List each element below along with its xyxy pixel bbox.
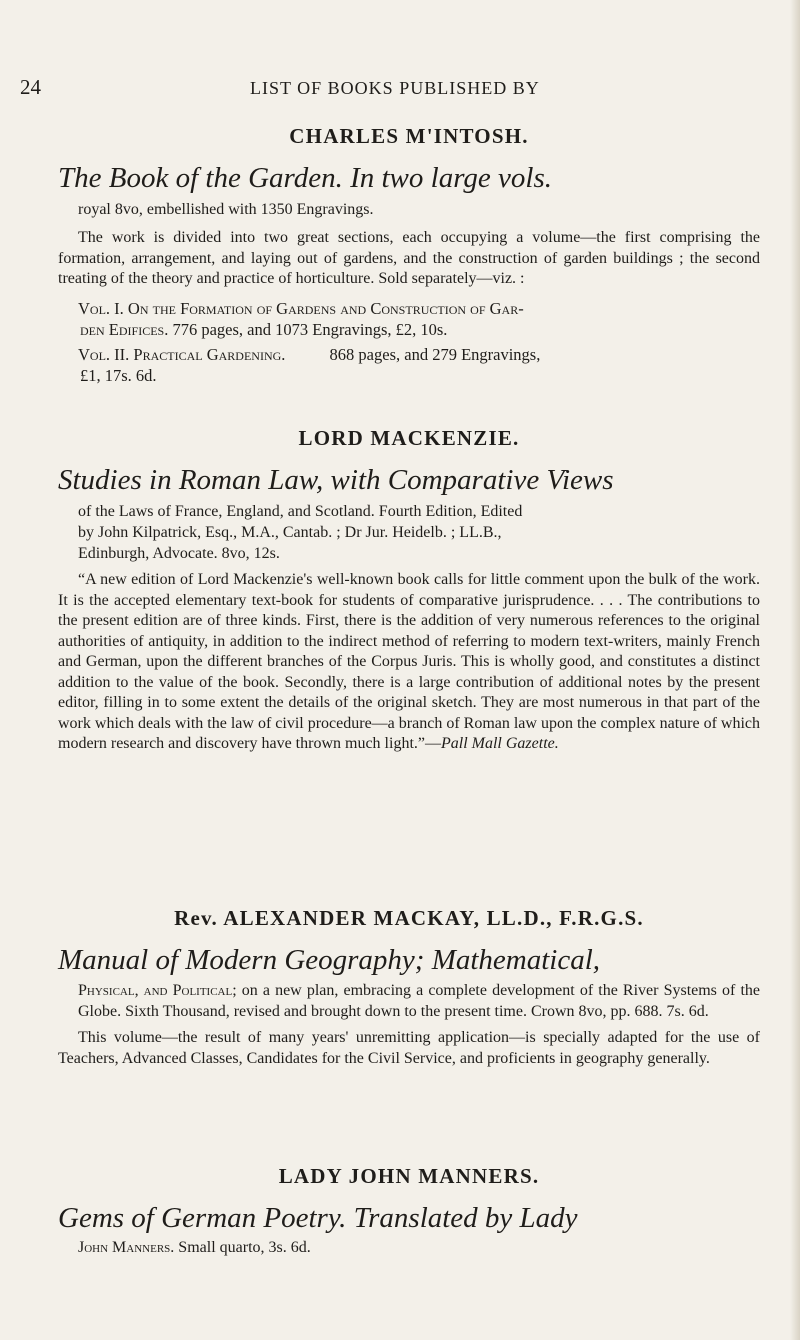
entry-mackay xyxy=(58,906,760,1069)
volume-item-cont xyxy=(58,319,760,340)
book-title: Studies in Roman Law, with Comparative Views xyxy=(58,464,614,496)
entry-mackenzie xyxy=(58,426,760,755)
book-details-lead: Physical, and Political xyxy=(78,982,233,999)
book-subtitle: royal 8vo, embellished with 1350 Engravings. xyxy=(78,201,374,218)
volume-details: 868 pages, and 279 Engravings, xyxy=(329,344,541,364)
volume-item-cont xyxy=(58,365,760,386)
review-source: Pall Mall Gazette. xyxy=(440,735,559,752)
book-title: Gems of German Poetry. Translated by Lady xyxy=(58,1202,578,1234)
volume-details-cont: £1, 17s. 6d. xyxy=(80,365,157,385)
volume-name-cont: den Edifices. xyxy=(80,319,169,339)
book-title: The Book of the Garden. In two large vols. xyxy=(58,162,553,194)
volume-name: On the Formation of Gardens and Construction of Gar- xyxy=(127,298,524,318)
book-details-text: ; on a new plan, embracing a complete development of the River Systems of the Globe. Sixth Thousand, revised and brought down to the present time. Crown 8vo, pp. 688. 7s. 6d. xyxy=(78,982,760,1020)
scan-edge-shadow xyxy=(790,0,800,1340)
book-line: by John Kilpatrick, Esq., M.A., Cantab. ; Dr Jur. Heidelb. ; LL.B., xyxy=(78,524,502,541)
author-heading: Rev. ALEXANDER MACKAY, LL.D., F.R.G.S. xyxy=(174,906,644,930)
book-line: Edinburgh, Advocate. 8vo, 12s. xyxy=(78,545,280,562)
book-details-tail: Small quarto, 3s. 6d. xyxy=(178,1239,311,1256)
book-line: of the Laws of France, England, and Scotland. Fourth Edition, Edited xyxy=(78,503,523,520)
page-number: 24 xyxy=(20,75,41,99)
book-details-lead: John Manners. xyxy=(78,1239,175,1256)
entry-manners xyxy=(58,1164,760,1258)
book-details xyxy=(58,1237,760,1258)
book-description: This volume—the result of many years' unremitting application—is specially adapted for the use of Teachers, Advanced Classes, Candidates for the Civil Service, and proficients in geography generally. xyxy=(58,1029,760,1067)
volume-item xyxy=(58,298,760,319)
volume-item xyxy=(58,344,760,365)
author-heading: LADY JOHN MANNERS. xyxy=(278,1164,540,1188)
review-quote-text: “A new edition of Lord Mackenzie's well-known book calls for little comment upon the bulk of the work. It is the accepted elementary text-book for students of comparative jurisprudence. . . . The contributions to the present edition are of three kinds. First, there is the addition of very numerous references to the original authorities of antiquity, in addition to the indirect method of referring to modern text-writers, mainly French and German, upon the different branches of the Corpus Juris. This is wholly good, and constitutes a distinct addition to the value of the book. Secondly, there is a large contribution of additional notes by the present editor, filling in to some extent the details of the original sketch. They are most numerous in that part of the work which deals with the law of civil procedure—a branch of Roman law upon the complex nature of which modern research and discovery have thrown much light.”— xyxy=(58,571,761,752)
volume-name: Practical Gardening. xyxy=(133,344,286,364)
volume-number: Vol. I. xyxy=(78,298,124,318)
author-heading: LORD MACKENZIE. xyxy=(298,426,520,450)
volume-list xyxy=(58,298,760,386)
author-heading: CHARLES M'INTOSH. xyxy=(289,124,529,148)
running-head: LIST OF BOOKS PUBLISHED BY xyxy=(250,78,540,98)
volume-details: 776 pages, and 1073 Engravings, £2, 10s. xyxy=(172,319,448,339)
entry-mintosh xyxy=(58,124,760,386)
review-quote xyxy=(58,570,760,755)
book-description: The work is divided into two great sections, each occupying a volume—the first comprising the formation, arrangement, and laying out of gardens, and the construction of garden buildings ; the second treating of the theory and practice of horticulture. Sold separately—viz. : xyxy=(58,229,760,287)
book-title: Manual of Modern Geography; Mathematical, xyxy=(58,944,601,976)
book-details xyxy=(58,981,760,1022)
volume-number: Vol. II. xyxy=(78,344,130,364)
